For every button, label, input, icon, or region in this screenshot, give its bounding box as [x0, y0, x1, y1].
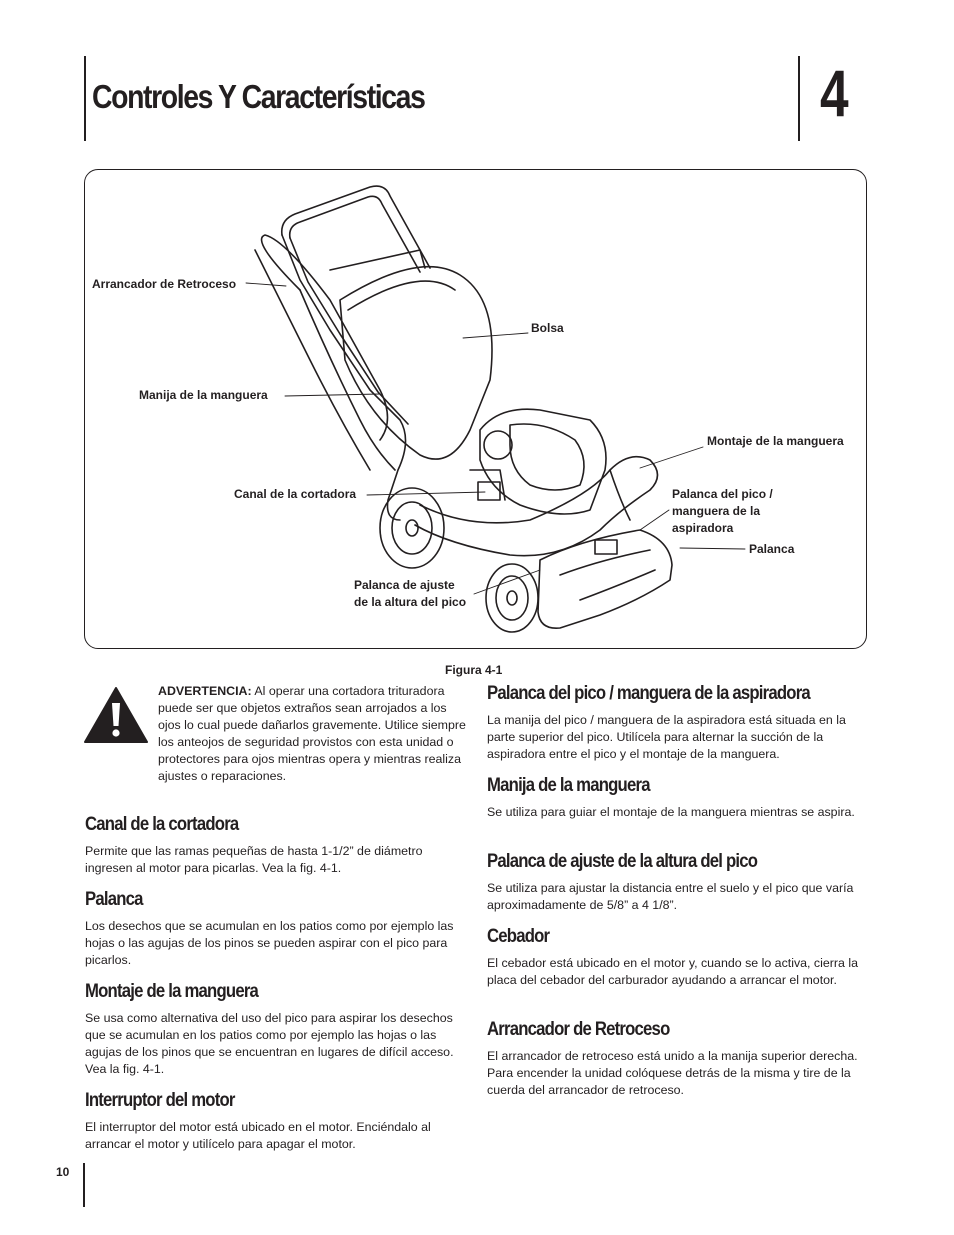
section-heading: Canal de la cortadora	[85, 814, 239, 835]
callout-canal: Canal de la cortadora	[234, 487, 357, 501]
section-arrancador	[487, 1018, 872, 1099]
section-heading: Cebador	[487, 926, 550, 947]
section-heading: Manija de la manguera	[487, 775, 650, 796]
figure-caption: Figura 4-1	[445, 663, 503, 677]
section-cebador	[487, 925, 872, 989]
section-interruptor	[85, 1089, 470, 1153]
section-body: El arrancador de retroceso está unido a la manija superior derecha. Para encender la unidad colóquese detrás de la misma y tire de la cuerda del arrancador de retroceso.	[487, 1049, 858, 1097]
warning-body: Al operar una cortadora trituradora puede ser que objetos extraños sean arrojados a los ojos lo cual puede dañarlos gravemente. Utilice siempre los anteojos de seguridad provistos con esta unidad o protectores para ojos mientras opera y mientras realiza ajustes o reparaciones.	[158, 684, 466, 783]
footer-rule	[83, 1163, 85, 1207]
section-palanca	[85, 888, 470, 969]
warning-icon	[83, 686, 149, 744]
callout-ajuste-line: Palanca de ajuste	[354, 578, 455, 592]
warning-label: ADVERTENCIA:	[158, 684, 252, 698]
callout-palanca-pico-line: manguera de la	[672, 504, 761, 518]
callout-arrancador: Arrancador de Retroceso	[92, 277, 237, 291]
section-heading: Palanca de ajuste de la altura del pico	[487, 851, 758, 872]
section-body: El interruptor del motor está ubicado en el motor. Enciéndalo al arrancar el motor y utilícelo para apagar el motor.	[85, 1120, 431, 1151]
section-body: El cebador está ubicado en el motor y, cuando se lo activa, cierra la placa del cebador del carburador ayudando a arrancar el motor.	[487, 956, 859, 987]
callout-palanca-pico-line: Palanca del pico /	[672, 487, 773, 501]
section-body: La manija del pico / manguera de la aspiradora está situada en la parte superior del pico. Utilícela para alternar la succión de la aspiradora entre el pico y el montaje de la manguera.	[487, 713, 846, 761]
page-number: 10	[56, 1165, 70, 1179]
section-heading: Arrancador de Retroceso	[487, 1019, 670, 1040]
section-body: Se utiliza para ajustar la distancia entre el suelo y el pico que varía aproximadamente de 5/8” a 4 1/8”.	[487, 881, 854, 912]
section-canal	[85, 813, 470, 877]
section-heading: Montaje de la manguera	[85, 981, 259, 1002]
section-heading: Palanca del pico / manguera de la aspiradora	[487, 683, 810, 704]
callout-palanca-pico-line: aspiradora	[672, 521, 734, 535]
section-manija	[487, 774, 872, 821]
callout-ajuste	[354, 577, 466, 611]
warning-text	[158, 683, 470, 785]
section-body: Permite que las ramas pequeñas de hasta 1-1/2” de diámetro ingresen al motor para picarlas. Vea la fig. 4-1.	[85, 844, 423, 875]
callout-manija: Manija de la manguera	[139, 388, 268, 402]
callout-bolsa: Bolsa	[531, 321, 564, 335]
page-title: Controles Y Características	[92, 78, 425, 115]
callout-palanca: Palanca	[749, 542, 795, 556]
section-heading: Interruptor del motor	[85, 1090, 235, 1111]
callout-montaje: Montaje de la manguera	[707, 434, 844, 448]
section-body: Los desechos que se acumulan en los patios como por ejemplo las hojas o las agujas de los pinos se pueden aspirar con el pico para picarlos.	[85, 919, 454, 967]
callout-ajuste-line: de la altura del pico	[354, 595, 467, 609]
callout-palanca-pico	[672, 486, 773, 537]
section-montaje	[85, 980, 470, 1078]
section-palanca-pico	[487, 682, 872, 763]
section-ajuste	[487, 850, 872, 914]
section-body: Se usa como alternativa del uso del pico para aspirar los desechos que se acumulan en los patios como por ejemplo las hojas o las agujas de los pinos que se encuentran en lugares de difícil acceso. Vea la fig. 4-1.	[85, 1011, 454, 1076]
section-body: Se utiliza para guiar el montaje de la manguera mientras se aspira.	[487, 805, 855, 819]
chapter-number: 4	[820, 56, 849, 130]
section-heading: Palanca	[85, 889, 143, 910]
